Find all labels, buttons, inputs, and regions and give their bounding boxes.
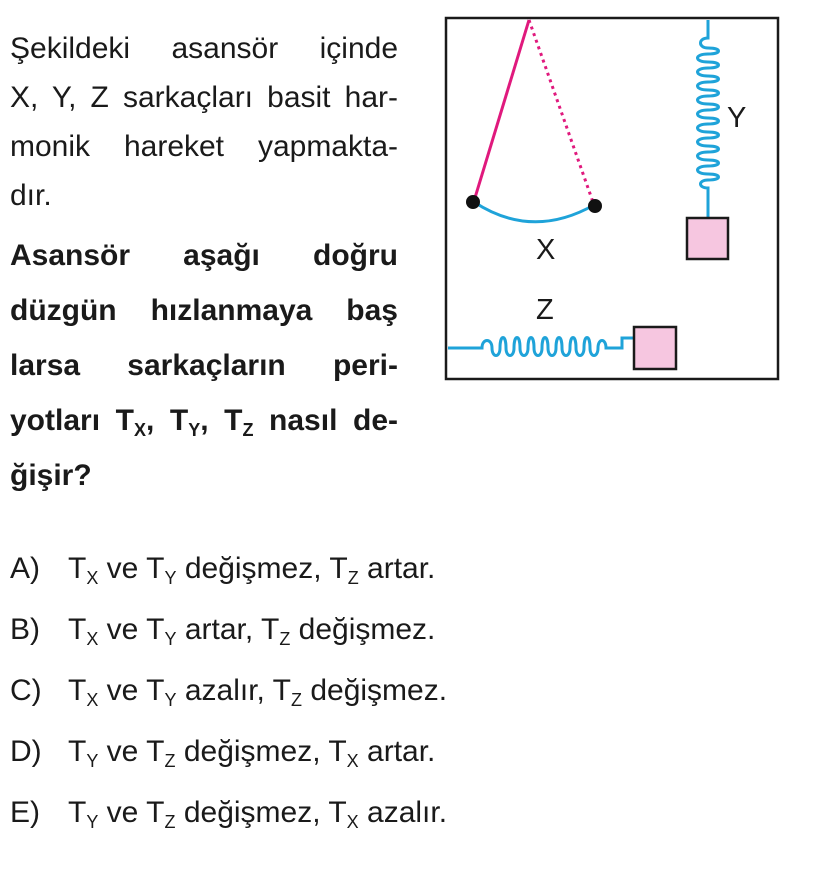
option-text-part: artar. bbox=[358, 735, 436, 768]
question-line: larsa sarkaçların peri- bbox=[10, 349, 398, 382]
option-letter: D) bbox=[10, 735, 42, 768]
option-letter: A) bbox=[10, 552, 40, 585]
question-text bbox=[10, 228, 398, 503]
option-subscript: Y bbox=[86, 751, 99, 771]
option-text-part: ve T bbox=[98, 552, 165, 585]
intro-line: X, Y, Z sarkaçları basit har- bbox=[10, 81, 398, 114]
option-text bbox=[68, 552, 435, 586]
option-c[interactable] bbox=[10, 674, 810, 735]
pendulum-string-right-dotted bbox=[529, 20, 594, 205]
option-subscript: X bbox=[86, 690, 99, 710]
answer-options bbox=[10, 552, 810, 857]
label-y: Y bbox=[727, 102, 747, 134]
option-text-part: ve T bbox=[98, 674, 165, 707]
pendulum-string-left bbox=[474, 20, 529, 201]
option-text-part: T bbox=[68, 735, 87, 768]
question-line: düzgün hızlanmaya baş bbox=[10, 294, 398, 327]
intro-text bbox=[10, 24, 398, 220]
pendulum-swing-arc bbox=[474, 202, 594, 222]
question-line: yotları $T_X$, $T_Y$, $T_Z$ nasıl de- bbox=[10, 404, 398, 440]
option-letter: B) bbox=[10, 613, 40, 646]
option-text-part: azalır. bbox=[358, 796, 448, 829]
intro-line: Şekildeki asansör içinde bbox=[10, 32, 398, 65]
label-x: X bbox=[536, 234, 556, 266]
option-text-part: artar. bbox=[358, 552, 436, 585]
intro-line: dır. bbox=[10, 179, 52, 212]
spring-y bbox=[698, 20, 719, 217]
option-subscript: Y bbox=[164, 690, 177, 710]
question-line: Asansör aşağı doğru bbox=[10, 239, 398, 272]
option-subscript: X bbox=[86, 568, 99, 588]
option-subscript: X bbox=[346, 751, 359, 771]
option-subscript: Y bbox=[164, 629, 177, 649]
option-subscript: X bbox=[86, 629, 99, 649]
option-text-part: değişmez. bbox=[302, 674, 448, 707]
spring-z bbox=[448, 338, 634, 356]
pendulum-bob-right bbox=[588, 199, 602, 213]
option-text bbox=[68, 796, 447, 830]
option-letter: C) bbox=[10, 674, 42, 707]
option-text bbox=[68, 674, 447, 708]
option-a[interactable] bbox=[10, 552, 810, 613]
pendulum-bob-left bbox=[466, 195, 480, 209]
option-text bbox=[68, 613, 435, 647]
mass-y bbox=[687, 218, 728, 259]
option-text-part: T bbox=[68, 552, 87, 585]
elevator-figure bbox=[444, 16, 780, 382]
option-subscript: Y bbox=[164, 568, 177, 588]
option-subscript: Z bbox=[291, 690, 302, 710]
option-subscript: Z bbox=[347, 568, 359, 588]
option-text-part: T bbox=[68, 613, 87, 646]
option-e[interactable] bbox=[10, 796, 810, 857]
option-subscript: Z bbox=[164, 812, 176, 832]
option-text-part: ve T bbox=[98, 613, 165, 646]
option-text-part: ve T bbox=[98, 796, 165, 829]
intro-line: monik hareket yapmakta- bbox=[10, 130, 398, 163]
option-subscript: Z bbox=[164, 751, 176, 771]
option-text-part: değişmez, T bbox=[175, 796, 347, 829]
mass-z bbox=[634, 327, 676, 369]
option-text-part: azalır, T bbox=[176, 674, 291, 707]
option-subscript: Y bbox=[86, 812, 99, 832]
option-d[interactable] bbox=[10, 735, 810, 796]
elevator-frame bbox=[446, 18, 778, 379]
option-text-part: artar, T bbox=[176, 613, 280, 646]
option-text-part: T bbox=[68, 796, 87, 829]
option-text bbox=[68, 735, 435, 769]
option-subscript: Z bbox=[279, 629, 291, 649]
option-subscript: X bbox=[346, 812, 359, 832]
option-text-part: ve T bbox=[98, 735, 165, 768]
question-line: ğişir? bbox=[10, 459, 92, 492]
option-text-part: değişmez, T bbox=[176, 552, 348, 585]
label-z: Z bbox=[536, 294, 554, 326]
option-b[interactable] bbox=[10, 613, 810, 674]
option-text-part: değişmez. bbox=[290, 613, 436, 646]
option-text-part: T bbox=[68, 674, 87, 707]
option-letter: E) bbox=[10, 796, 40, 829]
option-text-part: değişmez, T bbox=[175, 735, 347, 768]
question-stem bbox=[10, 24, 398, 503]
